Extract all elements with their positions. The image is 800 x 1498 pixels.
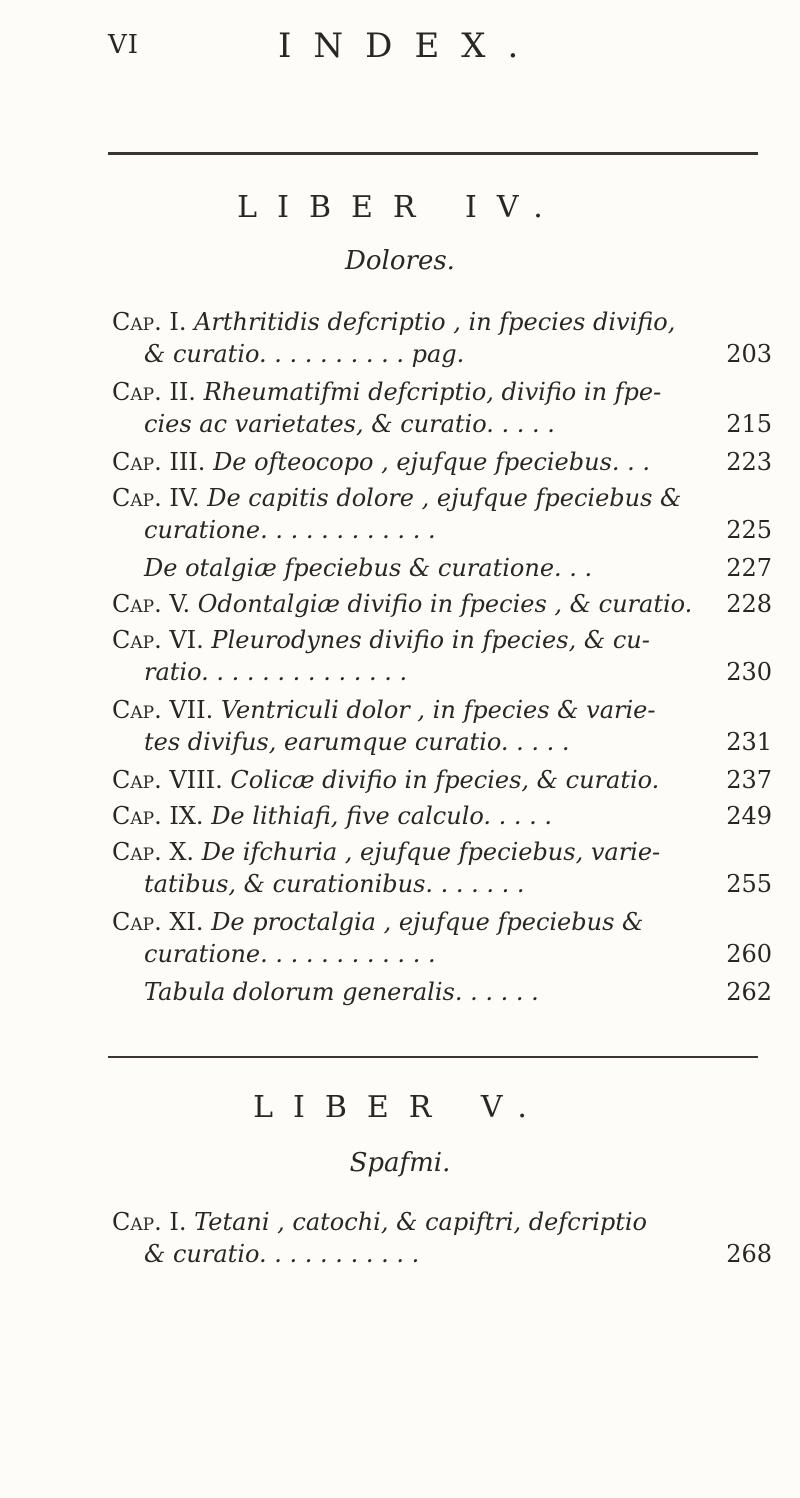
entry-title-cont: tes divifus, earumque curatio. . . . . bbox=[144, 728, 570, 756]
entry-cap-6 bbox=[112, 624, 772, 688]
section-rule bbox=[108, 1056, 758, 1058]
page-ref: 223 bbox=[726, 448, 772, 476]
liber-v-subtitle: Spafmi. bbox=[349, 1148, 451, 1178]
entry-tabula bbox=[112, 976, 772, 1008]
entry-title: De lithiafi, five calculo. . . . . bbox=[211, 802, 553, 830]
entry-title-cont: ratio. . . . . . . . . . . . . . bbox=[144, 658, 408, 686]
page-ref: 268 bbox=[726, 1240, 772, 1268]
entry-title: Rheumatifmi defcriptio, divifio in fpe- bbox=[203, 378, 662, 406]
cap-label: Cap. IX. bbox=[112, 802, 204, 830]
liber-iv-heading: LIBER IV. bbox=[237, 190, 563, 225]
page-ref: 227 bbox=[726, 554, 772, 582]
page-number: VI bbox=[108, 30, 140, 60]
page-ref: 203 bbox=[726, 340, 772, 368]
cap-label: Cap. I. bbox=[112, 308, 187, 336]
entry-v-cap-1 bbox=[112, 1206, 772, 1270]
running-title: INDEX. bbox=[278, 26, 541, 66]
entry-title: Pleurodynes divifio in fpecies, & cu- bbox=[211, 626, 650, 654]
cap-label: Cap. VI. bbox=[112, 626, 204, 654]
liber-iv-subtitle: Dolores. bbox=[345, 246, 455, 276]
entry-title: De capitis dolore , ejufque fpeciebus & bbox=[207, 484, 682, 512]
entry-title-cont: cies ac varietates, & curatio. . . . . bbox=[144, 410, 555, 438]
entry-title: De proctalgia , ejufque fpeciebus & bbox=[211, 908, 644, 936]
page-ref: 237 bbox=[726, 766, 772, 794]
entry-title: Odontalgiæ divifio in fpecies , & curatio. bbox=[197, 590, 693, 618]
entry-cap-2 bbox=[112, 376, 772, 440]
entry-otalgia bbox=[112, 552, 772, 584]
entry-cap-11 bbox=[112, 906, 772, 970]
liber-v-heading: LIBER V. bbox=[253, 1090, 547, 1125]
cap-label: Cap. IV. bbox=[112, 484, 200, 512]
page-ref: 260 bbox=[726, 940, 772, 968]
cap-label: Cap. III. bbox=[112, 448, 206, 476]
entry-title-cont: tatibus, & curationibus. . . . . . . bbox=[144, 870, 525, 898]
entry-title: Tabula dolorum generalis. . . . . . bbox=[144, 978, 539, 1006]
cap-label: Cap. VII. bbox=[112, 696, 214, 724]
cap-label: Cap. I. bbox=[112, 1208, 187, 1236]
page-ref: 231 bbox=[726, 728, 772, 756]
entry-title: Tetani , catochi, & capiftri, defcriptio bbox=[194, 1208, 647, 1236]
page-ref: 255 bbox=[726, 870, 772, 898]
entry-title-cont: curatione. . . . . . . . . . . . bbox=[144, 940, 436, 968]
page-ref: 249 bbox=[726, 802, 772, 830]
cap-label: Cap. XI. bbox=[112, 908, 204, 936]
page-ref: 215 bbox=[726, 410, 772, 438]
page-ref: 230 bbox=[726, 658, 772, 686]
cap-label: Cap. V. bbox=[112, 590, 191, 618]
entry-cap-9 bbox=[112, 800, 772, 832]
entry-cap-1 bbox=[112, 306, 772, 370]
top-rule bbox=[108, 152, 758, 155]
cap-label: Cap. VIII. bbox=[112, 766, 223, 794]
page-header bbox=[50, 18, 750, 68]
entry-title: De ifchuria , ejufque fpeciebus, varie- bbox=[201, 838, 661, 866]
entry-title: Colicæ divifio in fpecies, & curatio. bbox=[230, 766, 660, 794]
entry-title: De ofteocopo , ejufque fpeciebus. . . bbox=[213, 448, 651, 476]
entry-title-cont: & curatio. . . . . . . . . . . bbox=[144, 1240, 420, 1268]
page-ref: 225 bbox=[726, 516, 772, 544]
cap-label: Cap. II. bbox=[112, 378, 196, 406]
entry-cap-5 bbox=[112, 588, 772, 620]
entry-cap-10 bbox=[112, 836, 772, 900]
entry-title: Ventriculi dolor , in fpecies & varie- bbox=[220, 696, 656, 724]
entry-title: De otalgiæ fpeciebus & curatione. . . bbox=[144, 554, 593, 582]
entry-title-cont: & curatio. . . . . . . . . . pag. bbox=[144, 340, 465, 368]
entry-title-cont: curatione. . . . . . . . . . . . bbox=[144, 516, 436, 544]
page-ref: 262 bbox=[726, 978, 772, 1006]
entry-cap-8 bbox=[112, 764, 772, 796]
entry-cap-4 bbox=[112, 482, 772, 546]
page-ref: 228 bbox=[726, 590, 772, 618]
cap-label: Cap. X. bbox=[112, 838, 195, 866]
entry-title: Arthritidis defcriptio , in fpecies divifio, bbox=[194, 308, 676, 336]
entry-cap-3 bbox=[112, 446, 772, 478]
entry-cap-7 bbox=[112, 694, 772, 758]
